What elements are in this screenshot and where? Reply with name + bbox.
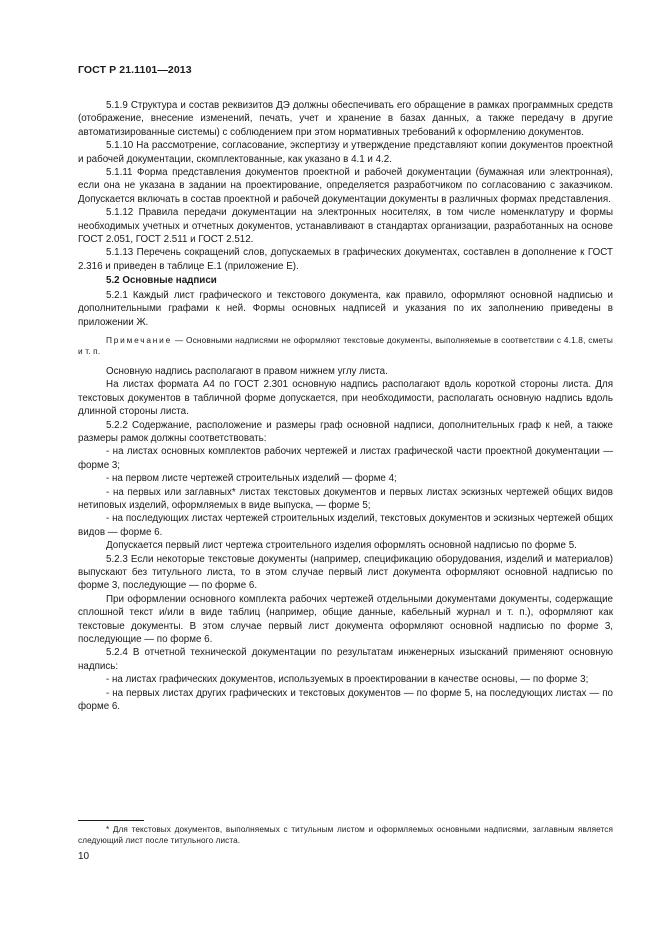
list-item-form-3: - на листах основных комплектов рабочих чертежей и листах графической части проектной документации — форме 3; <box>78 446 613 471</box>
paragraph-5-1-12: 5.1.12 Правила передачи документации на электронных носителях, в том числе номенклатуру и формы необходимых учетных и отчетных документов, устанавливают в стандартах организации, разработанных на основе ГОСТ 2.051, ГОСТ 2.511 и ГОСТ 2.512. <box>78 207 613 246</box>
paragraph-5-2-2: 5.2.2 Содержание, расположение и размеры граф основной надписи, дополнительных граф к ней, а также размеры рамок должны соответствовать: <box>78 419 613 444</box>
list-item-form-4: - на первом листе чертежей строительных изделий — форме 4; <box>106 473 397 485</box>
paragraph-main-set: При оформлении основного комплекта рабочих чертежей отдельными документами документы, содержащие сплошной текст и/или в виде таблиц (например, общие данные, кабельный журнал и т. п.), оформляют как текстовые документы. В этом случае первый лист документа оформляют основной надписью по форме 3, последующие — по форме 6. <box>78 593 613 646</box>
page-number: 10 <box>78 851 90 862</box>
list-item-form-6: - на последующих листах чертежей строительных изделий, текстовых документов и эскизных чертежей общих видов — форме 6. <box>78 513 613 538</box>
paragraph-5-1-11: 5.1.11 Форма представления документов проектной и рабочей документации (бумажная или электронная), если она не указана в задании на проектирование, определяется разработчиком по согласованию с заказчиком. Допускается включать в состав проектной и рабочей документации документы в различных формах представления. <box>78 167 613 205</box>
paragraph-title-block-position: Основную надпись располагают в правом нижнем углу листа. <box>106 365 388 377</box>
document-body <box>78 99 613 713</box>
paragraph-a4-format: На листах формата А4 по ГОСТ 2.301 основную надпись располагают вдоль короткой стороны листа. Для текстовых документов в табличной форме допускается, при необходимости, располагать основную надпись вдоль длинной стороны листа. <box>78 379 613 418</box>
paragraph-5-1-13: 5.1.13 Перечень сокращений слов, допускаемых в графических документах, составлен в дополнение к ГОСТ 2.316 и приведен в таблице Е.1 (приложение Е). <box>78 247 613 272</box>
paragraph-5-2-1: 5.2.1 Каждый лист графического и текстового документа, как правило, оформляют основной надписью и дополнительными графами к ней. Формы основных надписей и указания по их заполнению приведены в приложении Ж. <box>78 289 613 328</box>
paragraph-form-5-allowed: Допускается первый лист чертежа строительного изделия оформлять основной надписью по форме 5. <box>106 540 577 552</box>
note-text: — Основными надписями не оформляют текстовые документы, выполняемые в соответствии с 4.1.8, сметы и т. п. <box>78 334 613 356</box>
footnote-divider <box>78 820 144 821</box>
section-title-5-2: 5.2 Основные надписи <box>106 275 217 287</box>
footnote-text: * Для текстовых документов, выполняемых с титульным листом и оформляемых основными надписями, заглавным является следующий лист после титульного листа. <box>78 825 613 845</box>
note <box>78 335 613 357</box>
list-item-form-5: - на первых или заглавных* листах текстовых документов и первых листах эскизных чертежей общих видов нетиповых изделий, оформляемых в виде выпуска, — форме 5; <box>78 486 613 511</box>
note-label: Примечание <box>106 334 173 345</box>
paragraph-5-1-9: 5.1.9 Структура и состав реквизитов ДЭ должны обеспечивать его обращение в рамках программных средств (отображение, внесение изменений, печать, учет и хранение в базах данных, а также передачу в другие автоматизированные системы) с соблюдением при этом нормативных требований к оформлению документов. <box>78 100 613 138</box>
footnote <box>78 824 613 846</box>
paragraph-5-2-3: 5.2.3 Если некоторые текстовые документы (например, спецификацию оборудования, изделий и материалов) выпускают без титульного листа, то в этом случае первый лист документа оформляют основной надписью по форме 3, последующие — по форме 6. <box>78 553 613 592</box>
paragraph-5-2-4: 5.2.4 В отчетной технической документации по результатам инженерных изысканий применяют основную надпись: <box>78 647 613 672</box>
list-item-survey-form-3: - на листах графических документов, используемых в проектировании в качестве основы, — по форме 3; <box>106 674 589 686</box>
list-item-survey-form-5-6: - на первых листах других графических и текстовых документов — по форме 5, на последующих листах — по форме 6. <box>78 687 613 713</box>
paragraph-5-1-10: 5.1.10 На рассмотрение, согласование, экспертизу и утверждение представляют копии документов проектной и рабочей документации, скомплектованные, как указано в 4.1 и 4.2. <box>78 140 613 165</box>
document-header: ГОСТ Р 21.1101—2013 <box>78 64 192 76</box>
